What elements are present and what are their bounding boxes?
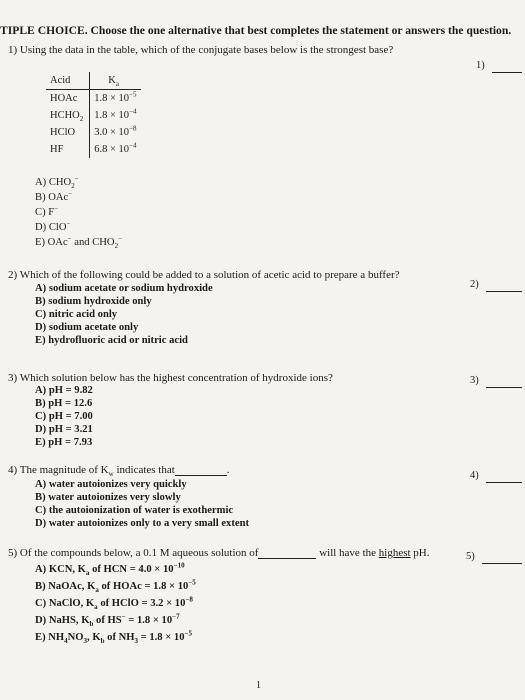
q2-option-b[interactable]: B) sodium hydroxide only xyxy=(35,296,152,307)
q1-options xyxy=(35,176,122,251)
q4-fill-blank[interactable] xyxy=(175,475,227,476)
answer-blank-4[interactable] xyxy=(486,482,522,483)
q4-options xyxy=(35,478,249,530)
ka-table xyxy=(46,72,141,158)
q1-option-d[interactable]: D) ClO− xyxy=(35,219,71,233)
question-4-stem: 4) The magnitude of $K_w$ indicates that . xyxy=(8,464,230,479)
q5-options xyxy=(35,561,196,646)
q1-option-c[interactable]: C) F− xyxy=(35,204,59,218)
answer-label-3: 3) xyxy=(470,375,479,386)
table-header-ka: $K_a$ xyxy=(90,72,141,90)
section-title: TIPLE CHOICE. xyxy=(0,24,88,37)
answer-label-4: 4) xyxy=(470,470,479,481)
q2-options xyxy=(35,282,213,347)
table-row: HF $6.8 \times 10^{-4}$ xyxy=(46,141,141,158)
answer-label-1: 1) xyxy=(476,60,485,71)
q2-option-e[interactable]: E) hydrofluoric acid or nitric acid xyxy=(35,335,188,346)
q3-options xyxy=(35,384,93,449)
section-header xyxy=(0,24,511,37)
q4-option-a[interactable]: A) water autoionizes very quickly xyxy=(35,479,187,490)
q5-option-a[interactable]: A) KCN, $K_a$ of HCN = $4.0 \times 10^{-10}$ xyxy=(35,561,185,578)
q5-option-b[interactable]: B) NaOAc, $K_a$ of HOAc = $1.8 \times 10^{-5}$ xyxy=(35,578,196,595)
q4-option-b[interactable]: B) water autoionizes very slowly xyxy=(35,492,181,503)
q3-option-c[interactable]: C) pH = 7.00 xyxy=(35,411,93,422)
answer-blank-3[interactable] xyxy=(486,387,522,388)
q4-option-c[interactable]: C) the autoionization of water is exothermic xyxy=(35,505,234,516)
question-5-stem: 5) Of the compounds below, a 0.1 M aqueous solution of will have the highest pH. xyxy=(8,547,430,559)
q3-option-b[interactable]: B) pH = 12.6 xyxy=(35,398,93,409)
q3-option-e[interactable]: E) pH = 7.93 xyxy=(35,437,93,448)
q2-option-c[interactable]: C) nitric acid only xyxy=(35,309,118,320)
answer-label-2: 2) xyxy=(470,279,479,290)
question-2-stem: 2) Which of the following could be added to a solution of acetic acid to prepare a buffer? xyxy=(8,269,400,281)
table-row: HClO $3.0 \times 10^{-8}$ xyxy=(46,124,141,141)
q5-fill-blank[interactable] xyxy=(258,558,316,559)
question-3-stem: 3) Which solution below has the highest concentration of hydroxide ions? xyxy=(8,372,333,384)
q2-option-a[interactable]: A) sodium acetate or sodium hydroxide xyxy=(35,283,213,294)
q3-option-a[interactable]: A) pH = 9.82 xyxy=(35,385,93,396)
q4-option-d[interactable]: D) water autoionizes only to a very small extent xyxy=(35,518,249,529)
section-instruction: Choose the one alternative that best completes the statement or answers the question. xyxy=(90,24,512,37)
q5-option-e[interactable]: E) $NH_4NO_3$, $K_b$ of $NH_3 = 1.8 \times 10^{-5}$ xyxy=(35,629,193,646)
q3-option-d[interactable]: D) pH = 3.21 xyxy=(35,424,93,435)
answer-blank-1[interactable] xyxy=(492,72,522,73)
q1-option-e[interactable]: E) OAc− and $CHO_2^-$ xyxy=(35,234,123,251)
question-1-stem: 1) Using the data in the table, which of the conjugate bases below is the strongest base? xyxy=(8,44,394,56)
answer-blank-2[interactable] xyxy=(486,291,522,292)
answer-label-5: 5) xyxy=(466,551,475,562)
q1-option-a[interactable]: A) $CHO_2^-$ xyxy=(35,174,79,191)
page-number: 1 xyxy=(256,680,261,691)
table-header-acid: Acid xyxy=(46,72,90,90)
table-row: $HCHO_2$ $1.8 \times 10^{-4}$ xyxy=(46,107,141,124)
answer-blank-5[interactable] xyxy=(482,563,522,564)
q1-option-b[interactable]: B) OAc− xyxy=(35,189,73,203)
q5-option-c[interactable]: C) NaClO, $K_a$ of HClO = $3.2 \times 10^{-8}$ xyxy=(35,595,193,612)
q5-option-d[interactable]: D) NaHS, $K_b$ of $HS^- = 1.8 \times 10^{-7}$ xyxy=(35,612,180,629)
table-row: HOAc $1.8 \times 10^{-5}$ xyxy=(46,90,141,108)
q2-option-d[interactable]: D) sodium acetate only xyxy=(35,322,139,333)
